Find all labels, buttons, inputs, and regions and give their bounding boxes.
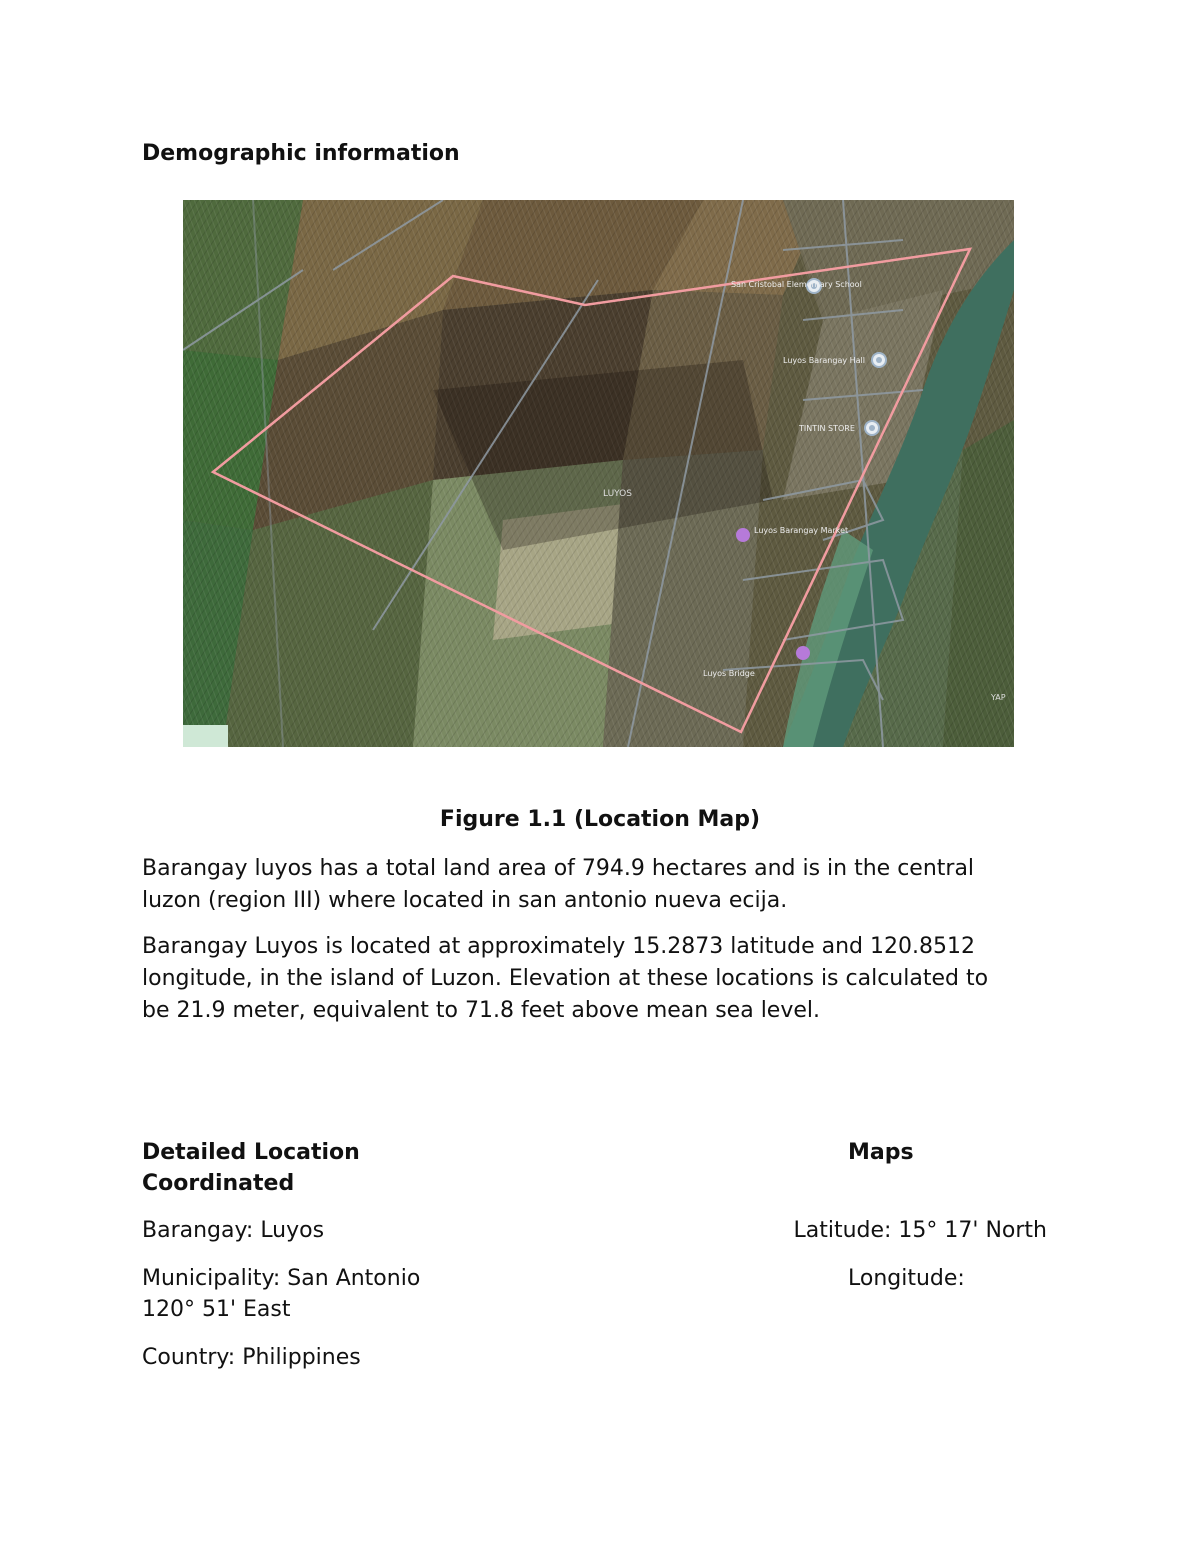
map-corner-control (183, 725, 228, 747)
pin-label: San Cristobal Elementary School (731, 280, 862, 289)
location-map (183, 200, 1014, 747)
paragraph-line: Barangay Luyos is located at approximately 15.2873 latitude and 120.8512 (142, 934, 975, 959)
edge-label: YAP (991, 693, 1006, 702)
pin-label: Luyos Bridge (703, 669, 755, 678)
paragraph-line: luzon (region III) where located in san antonio nueva ecija. (142, 888, 788, 913)
details-heading-line1: Detailed Location (142, 1140, 360, 1165)
section-heading: Demographic information (142, 141, 460, 166)
details-heading-line2: Coordinated (142, 1171, 295, 1196)
pin-label: TINTIN STORE (799, 424, 855, 433)
pin-label: Luyos Barangay Hall (783, 356, 865, 365)
longitude-label: Longitude: (848, 1266, 965, 1291)
paragraph-line: Barangay luyos has a total land area of 794.9 hectares and is in the central (142, 856, 975, 881)
latitude-field: Latitude: 15° 17' North (793, 1218, 1047, 1243)
paragraph-line: longitude, in the island of Luzon. Elevation at these locations is calculated to (142, 966, 989, 991)
paragraph-coordinates (142, 931, 1062, 1027)
municipality-field: Municipality: San Antonio (142, 1266, 421, 1291)
pin-label: Luyos Barangay Market (754, 526, 849, 535)
barangay-field: Barangay: Luyos (142, 1218, 325, 1243)
satellite-map-image (183, 200, 1014, 747)
map-pin (798, 421, 879, 435)
place-label: LUYOS (603, 489, 632, 499)
paragraph-line: be 21.9 meter, equivalent to 71.8 feet above mean sea level. (142, 998, 821, 1023)
country-field: Country: Philippines (142, 1345, 361, 1370)
figure-caption: Figure 1.1 (Location Map) (439, 807, 761, 832)
longitude-value: 120° 51' East (142, 1297, 291, 1322)
paragraph-land-area (142, 853, 1062, 917)
maps-heading: Maps (848, 1140, 914, 1165)
